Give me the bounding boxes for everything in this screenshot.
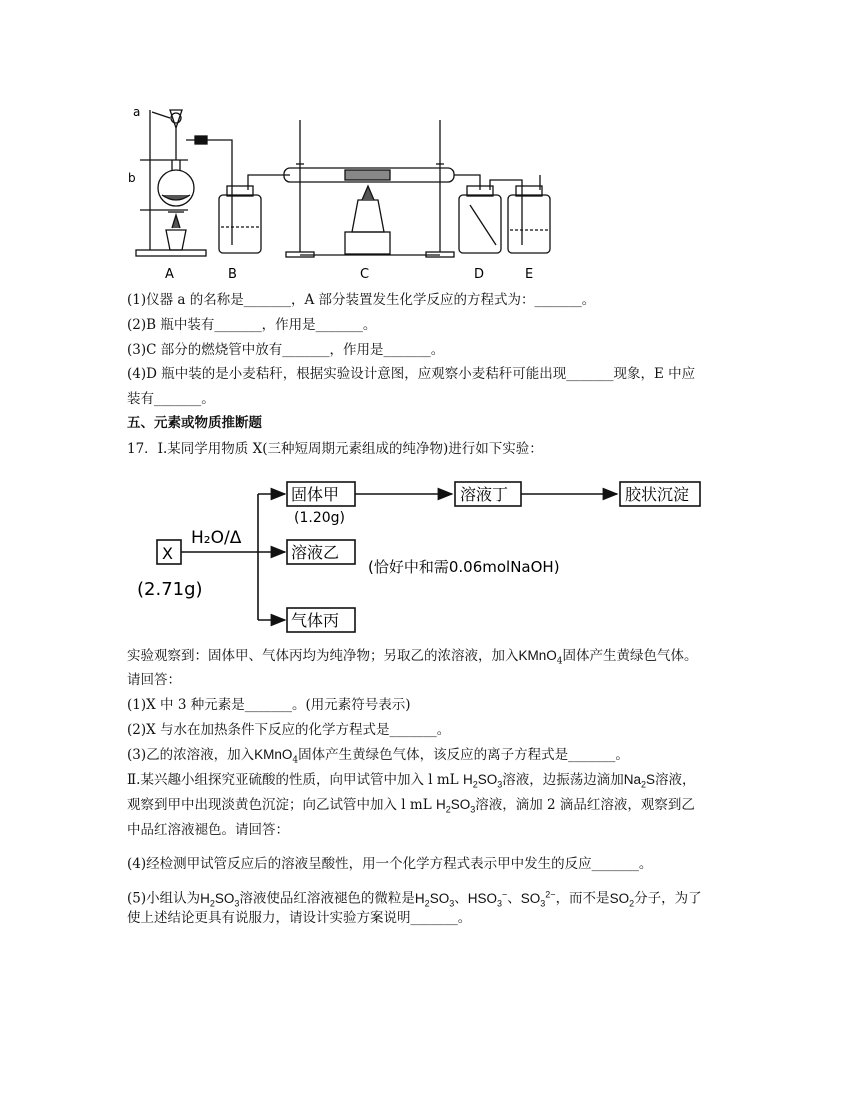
label-b: b	[128, 171, 136, 185]
flow-diagram	[0, 470, 860, 640]
q16-line-5: 装有_______。	[127, 391, 215, 407]
part-B: B	[228, 267, 237, 282]
q16-line-3: (3)C 部分的燃烧管中放有_______，作用是_______。	[127, 342, 445, 358]
part-D: D	[474, 267, 485, 282]
q17-p4: (4)经检测甲试管反应后的溶液呈酸性，用一个化学方程式表示甲中发生的反应_______。	[127, 856, 653, 872]
solid-a: 固体甲	[291, 485, 340, 504]
part-C: C	[360, 267, 370, 282]
q17-intro: 17．Ⅰ.某同学用物质 X(三种短周期元素组成的纯净物)进行如下实验：	[127, 441, 543, 457]
q17-ii-line-3: 中品红溶液褪色。请回答：	[127, 822, 289, 838]
gel: 胶状沉淀	[625, 485, 690, 504]
q16-line-1: (1)仪器 a 的名称是_______，A 部分装置发生化学反应的方程式为：_______。	[127, 292, 596, 308]
q17-ii-line-1: Ⅱ.某兴趣小组探究亚硫酸的性质，向甲试管中加入 l mL $H_2SO_3$溶液，边振荡边滴加$Na_2S$溶液，	[127, 772, 696, 790]
q17-observation: 实验观察到：固体甲、气体丙均为纯净物；另取乙的浓溶液，加入KMnO$_4$固体产生黄绿色气体。	[127, 648, 698, 667]
q17-p3: (3)乙的浓溶液，加入KMnO$_4$固体产生黄绿色气体，该反应的离子方程式是_______。	[127, 747, 629, 766]
solution-b-note: (恰好中和需0.06molNaOH)	[368, 558, 560, 576]
q17-p5-line-2: 使上述结论更具有说服力，请设计实验方案说明_______。	[127, 910, 472, 926]
x-box-label: X	[162, 544, 173, 563]
apparatus-diagram	[0, 0, 860, 290]
q17-ask: 请回答：	[127, 672, 181, 688]
x-mass: (2.71g)	[137, 579, 203, 600]
q16-line-4: (4)D 瓶中装的是小麦秸秆，根据实验设计意图，应观察小麦秸秆可能出现_______现象，E 中应	[127, 366, 696, 382]
solution-d: 溶液丁	[460, 485, 509, 504]
arrow-label: H₂O/Δ	[191, 528, 242, 548]
q17-ii-line-2: 观察到甲中出现淡黄色沉淀；向乙试管中加入 l mL $H_2SO_3$溶液，滴加 2 滴品红溶液，观察到乙	[127, 797, 695, 815]
section-title: 五、元素或物质推断题	[127, 415, 262, 431]
part-E: E	[525, 267, 534, 282]
q17-p2: (2)X 与水在加热条件下反应的化学方程式是_______。	[127, 722, 451, 738]
solid-a-mass: (1.20g)	[294, 510, 345, 526]
part-A: A	[165, 267, 174, 282]
gas-c: 气体丙	[291, 611, 340, 630]
solution-b: 溶液乙	[291, 543, 340, 562]
label-a: a	[133, 105, 141, 119]
q17-p1: (1)X 中 3 种元素是_______。(用元素符号表示)	[127, 697, 411, 713]
q16-line-2: (2)B 瓶中装有_______，作用是_______。	[127, 317, 377, 333]
q17-p5: (5)小组认为$H_2SO_3$溶液使品红溶液褪色的微粒是$H_2SO_3$、$HSO_3^-$、$SO_3^{2-}$，而不是$SO_2$分子，为了	[127, 889, 702, 909]
